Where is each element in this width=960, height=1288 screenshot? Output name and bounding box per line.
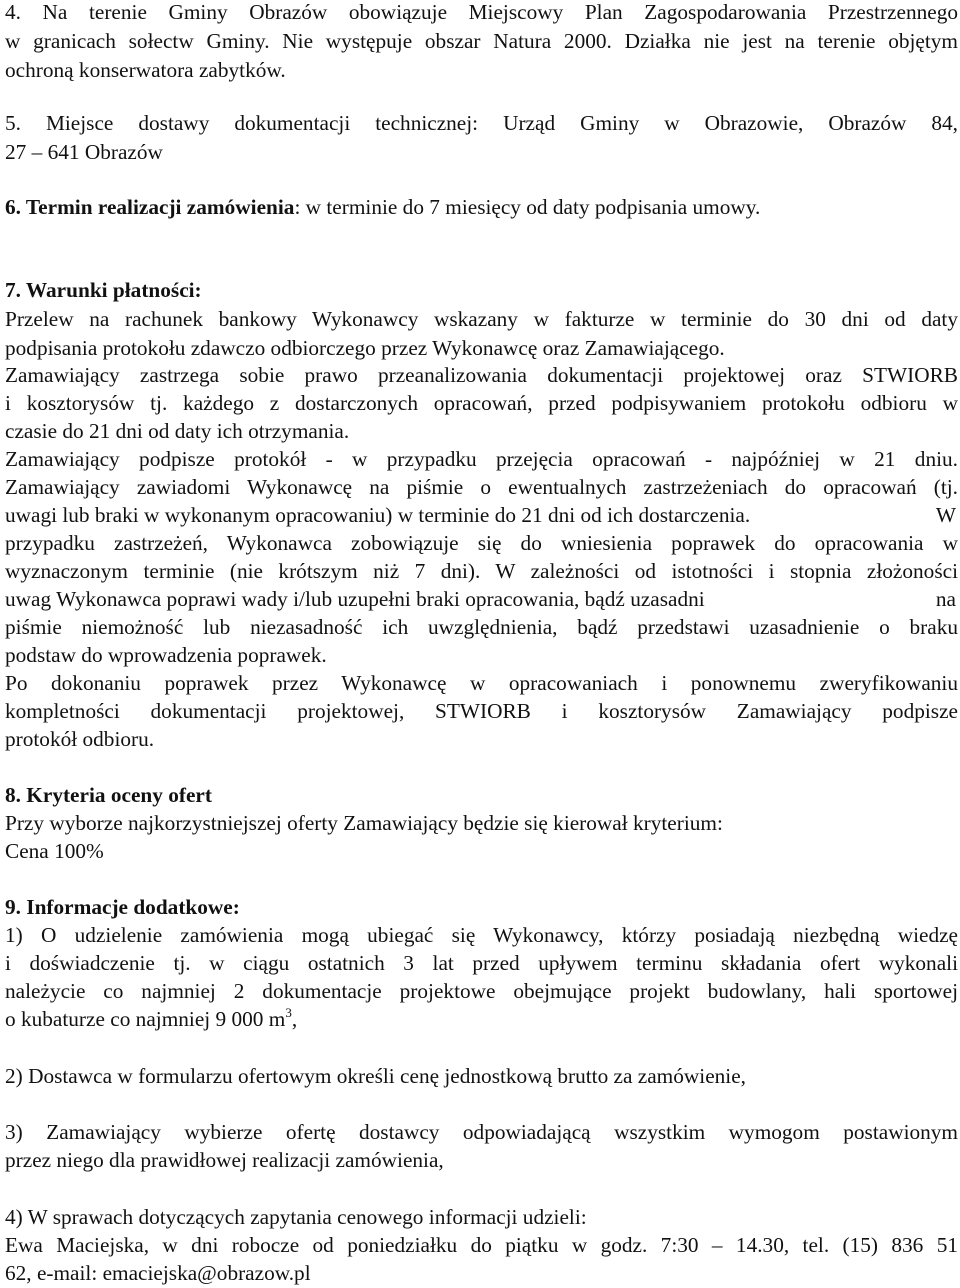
- section-7-line: i kosztorysów tj. każdego z dostarczonych opracowań, przed podpisywaniem protokołu odbioru w: [5, 391, 958, 415]
- section-4-line-2: w granicach sołectw Gminy. Nie występuje obszar Natura 2000. Działka nie jest na terenie objętym: [5, 29, 958, 53]
- section-9-item-4-line: 4) W sprawach dotyczących zapytania cenowego informacji udzieli:: [5, 1205, 587, 1229]
- section-7-line: [5, 585, 958, 614]
- section-5-line-1: 5. Miejsce dostawy dokumentacji technicznej: Urząd Gminy w Obrazowie, Obrazów 84,: [5, 111, 958, 135]
- section-7-line-word: na: [935, 587, 956, 611]
- section-4-line-3: ochroną konserwatora zabytków.: [5, 58, 286, 82]
- section-9-item-1-text: o kubaturze co najmniej 9 000 m: [5, 1007, 286, 1031]
- section-7-line: czasie do 21 dni od daty ich otrzymania.: [5, 419, 350, 443]
- superscript: 3: [285, 1005, 292, 1020]
- section-9-item-3-line: 3) Zamawiający wybierze ofertę dostawcy odpowiadającą wszystkim wymogom postawionym: [5, 1120, 958, 1144]
- section-6: [5, 193, 760, 222]
- section-7-line: protokół odbioru.: [5, 727, 155, 751]
- section-9-item-1-line: 1) O udzielenie zamówienia mogą ubiegać się Wykonawcy, którzy posiadają niezbędną wiedzę: [5, 923, 958, 947]
- section-6-heading: 6. Termin realizacji zamówienia: [5, 195, 295, 219]
- section-9-heading: 9. Informacje dodatkowe:: [5, 895, 240, 919]
- section-7-line: podstaw do wprowadzenia poprawek.: [5, 643, 327, 667]
- section-9-item-1-line: [5, 1005, 297, 1036]
- section-8-line-2: Cena 100%: [5, 839, 104, 863]
- section-5-line-2: 27 – 641 Obrazów: [5, 140, 163, 164]
- section-7-line-text: uwagi lub braki w wykonanym opracowaniu) w terminie do 21 dni od ich dostarczenia.: [5, 503, 751, 527]
- section-7-line: przypadku zastrzeżeń, Wykonawca zobowiązuje się do wniesienia poprawek do opracowania w: [5, 531, 958, 555]
- section-7-line-text: uwag Wykonawca poprawi wady i/lub uzupełni braki opracowania, bądź uzasadni: [5, 587, 705, 611]
- section-9-item-1-line: należycie co najmniej 2 dokumentacje projektowe obejmujące projekt budowlany, hali sportowej: [5, 979, 958, 1003]
- section-9-item-4-line: 62, e-mail: emaciejska@obrazow.pl: [5, 1261, 311, 1285]
- section-9-item-3-line: przez niego dla prawidłowej realizacji zamówienia,: [5, 1148, 444, 1172]
- section-7-heading: 7. Warunki płatności:: [5, 278, 202, 302]
- section-7-line-word: W: [935, 503, 956, 527]
- section-9-item-4-line: Ewa Maciejska, w dni robocze od poniedziałku do piątku w godz. 7:30 – 14.30, tel. (15) 836 51: [5, 1233, 958, 1257]
- section-7-line: [5, 501, 958, 530]
- section-7-line: podpisania protokołu zdawczo odbiorczego przez Wykonawcę oraz Zamawiającego.: [5, 336, 725, 360]
- section-9-item-2: 2) Dostawca w formularzu ofertowym określi cenę jednostkową brutto za zamówienie,: [5, 1064, 746, 1088]
- section-7-line: Zamawiający zawiadomi Wykonawcę na piśmie o ewentualnych zastrzeżeniach do opracowań (tj.: [5, 475, 958, 499]
- section-7-line: Zamawiający zastrzega sobie prawo przeanalizowania dokumentacji projektowej oraz STWIORB: [5, 363, 958, 387]
- section-9-item-1-tail: ,: [291, 1007, 298, 1031]
- section-6-text: : w terminie do 7 miesięcy od daty podpisania umowy.: [294, 195, 761, 219]
- section-7-line: kompletności dokumentacji projektowej, STWIORB i kosztorysów Zamawiający podpisze: [5, 699, 958, 723]
- section-7-line: Przelew na rachunek bankowy Wykonawcy wskazany w fakturze w terminie do 30 dni od daty: [5, 307, 958, 331]
- section-7-line: wyznaczonym terminie (nie krótszym niż 7 dni). W zależności od istotności i stopnia złożoności: [5, 559, 958, 583]
- section-8-line-1: Przy wyborze najkorzystniejszej oferty Zamawiający będzie się kierował kryterium:: [5, 811, 723, 835]
- section-8-heading: 8. Kryteria oceny ofert: [5, 783, 212, 807]
- section-7-line: Po dokonaniu poprawek przez Wykonawcę w opracowaniach i ponownemu zweryfikowaniu: [5, 671, 958, 695]
- section-7-line: Zamawiający podpisze protokół - w przypadku przejęcia opracowań - najpóźniej w 21 dniu.: [5, 447, 958, 471]
- section-4-line-1: 4. Na terenie Gminy Obrazów obowiązuje Miejscowy Plan Zagospodarowania Przestrzennego: [5, 0, 958, 24]
- section-7-line: piśmie niemożność lub niezasadność ich uwzględnienia, bądź przedstawi uzasadnienie o braku: [5, 615, 958, 639]
- section-9-item-1-line: i doświadczenie tj. w ciągu ostatnich 3 lat przed upływem terminu składania ofert wykonali: [5, 951, 958, 975]
